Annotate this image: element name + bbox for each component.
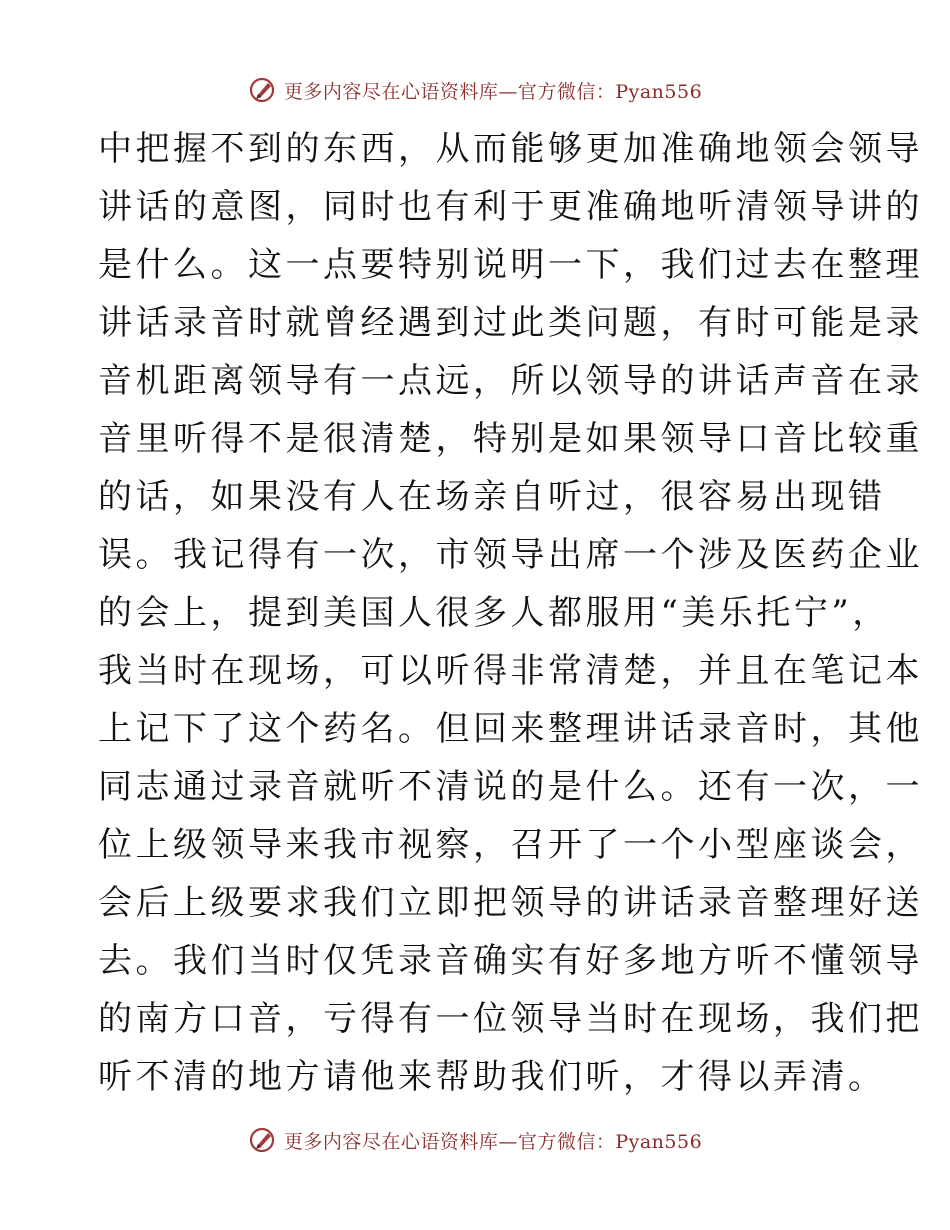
- header-banner: [0, 70, 950, 110]
- text-line: 误。我记得有一次，市领导出席一个涉及医药企业: [98, 535, 923, 575]
- text-line: 中把握不到的东西，从而能够更加准确地领会领导: [98, 129, 923, 169]
- text-line: 会后上级要求我们立即把领导的讲话录音整理好送: [98, 883, 923, 923]
- text-line: 讲话的意图，同时也有利于更准确地听清领导讲的: [98, 187, 923, 227]
- pen-logo-icon: [248, 1125, 278, 1155]
- text-line: 讲话录音时就曾经遇到过此类问题，有时可能是录: [98, 303, 923, 343]
- header-banner-text: 更多内容尽在心语资料库—官方微信：Pyan556: [283, 80, 703, 103]
- text-line: 听不清的地方请他来帮助我们听，才得以弄清。: [98, 1057, 886, 1097]
- text-line: 我当时在现场，可以听得非常清楚，并且在笔记本: [98, 651, 923, 691]
- text-line: 同志通过录音就听不清说的是什么。还有一次，一: [98, 767, 923, 807]
- text-line: 的会上，提到美国人很多人都服用“美乐托宁”，: [98, 593, 890, 633]
- document-body: [98, 120, 923, 1106]
- text-line: 上记下了这个药名。但回来整理讲话录音时，其他: [98, 709, 923, 749]
- footer-banner: [0, 1120, 950, 1160]
- text-line: 音里听得不是很清楚，特别是如果领导口音比较重: [98, 419, 923, 459]
- pen-logo-icon: [248, 75, 278, 105]
- text-line: 是什么。这一点要特别说明一下，我们过去在整理: [98, 245, 923, 285]
- text-line: 的话，如果没有人在场亲自听过，很容易出现错: [98, 477, 886, 517]
- footer-banner-text: 更多内容尽在心语资料库—官方微信：Pyan556: [283, 1130, 703, 1153]
- text-line: 去。我们当时仅凭录音确实有好多地方听不懂领导: [98, 941, 923, 981]
- text-line: 位上级领导来我市视察，召开了一个小型座谈会，: [98, 825, 923, 865]
- text-line: 音机距离领导有一点远，所以领导的讲话声音在录: [98, 361, 923, 401]
- text-line: 的南方口音，亏得有一位领导当时在现场，我们把: [98, 999, 923, 1039]
